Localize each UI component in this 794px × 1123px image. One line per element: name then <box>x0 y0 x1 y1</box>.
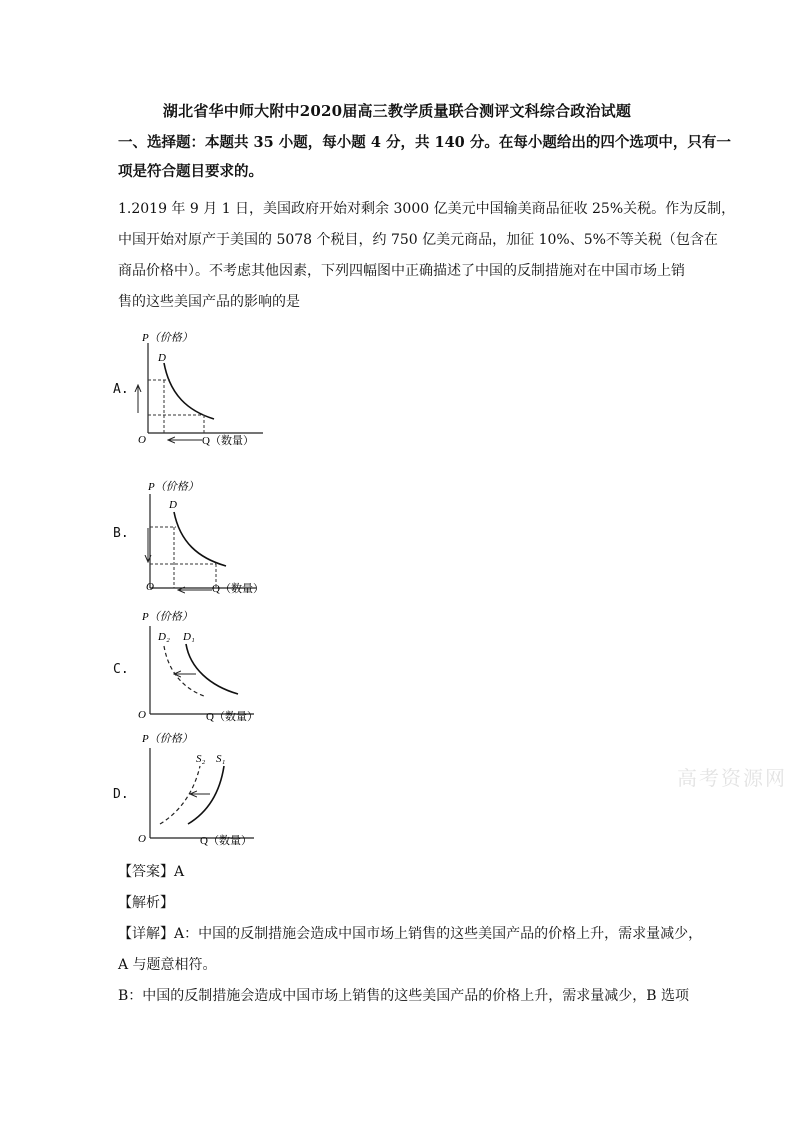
curve-d2-label: D₂ <box>158 631 170 643</box>
y-axis-label: P（价格） <box>142 332 193 344</box>
curve-s2-dashed <box>160 766 200 824</box>
x-axis-label: Q（数量） <box>212 583 264 595</box>
analysis-heading: 【解析】 <box>118 895 174 911</box>
y-axis-label: P（价格） <box>148 481 199 493</box>
option-d-graph <box>128 732 268 857</box>
option-d-label: D. <box>113 787 129 802</box>
origin-label: O <box>138 833 146 845</box>
demand-curve <box>164 363 214 419</box>
answer-line: 【答案】A <box>118 864 185 880</box>
curve-s1 <box>188 766 224 824</box>
y-axis-label: P（价格） <box>142 611 193 623</box>
x-axis-label: Q（数量） <box>206 711 258 723</box>
x-axis-label: Q（数量） <box>200 835 252 847</box>
detail-line1: 【详解】A：中国的反制措施会造成中国市场上销售的这些美国产品的价格上升，需求量减少， <box>118 926 703 942</box>
watermark: 高考资源网 <box>677 766 787 790</box>
option-b-graph <box>128 476 268 601</box>
question-line3: 商品价格中）。不考虑其他因素，下列四幅图中正确描述了中国的反制措施对在中国市场上销 <box>118 263 685 279</box>
detail-line2: A 与题意相符。 <box>118 957 217 973</box>
origin-label: O <box>138 709 146 721</box>
curve-d2-dashed <box>164 646 204 696</box>
curve-d1-label: D₁ <box>183 631 195 643</box>
x-axis-label: Q（数量） <box>202 435 254 447</box>
option-a-label: A. <box>113 382 129 397</box>
question-line2: 中国开始对原产于美国的 5078 个税目，约 750 亿美元商品，加征 10%、5%不等关税（包含在 <box>118 232 718 248</box>
curve-d1 <box>186 644 238 694</box>
curve-s2-label: S₂ <box>196 753 206 765</box>
curve-s1-label: S₁ <box>216 753 226 765</box>
section-heading-line2: 项是符合题目要求的。 <box>118 163 263 180</box>
question-line1: 1.2019 年 9 月 1 日，美国政府开始对剩余 3000 亿美元中国输美商品征收 25%关税。作为反制， <box>118 201 736 217</box>
option-a-graph <box>128 325 268 450</box>
option-b-label: B. <box>113 526 129 541</box>
demand-curve <box>174 512 226 566</box>
option-c-label: C. <box>113 662 129 677</box>
y-axis-label: P（价格） <box>142 733 193 745</box>
question-line4: 售的这些美国产品的影响的是 <box>118 294 300 310</box>
option-c-graph <box>128 608 268 733</box>
page-title: 湖北省华中师大附中2020届高三教学质量联合测评文科综合政治试题 <box>162 102 632 120</box>
demand-curve-label: D <box>158 352 166 364</box>
origin-label: O <box>146 581 154 593</box>
section-heading-line1: 一、选择题：本题共 35 小题，每小题 4 分，共 140 分。在每小题给出的四个选项中，只有一 <box>118 134 731 151</box>
demand-curve-label: D <box>169 499 177 511</box>
detail-line3: B：中国的反制措施会造成中国市场上销售的这些美国产品的价格上升，需求量减少，B 选项 <box>118 988 690 1004</box>
origin-label: O <box>138 434 146 446</box>
